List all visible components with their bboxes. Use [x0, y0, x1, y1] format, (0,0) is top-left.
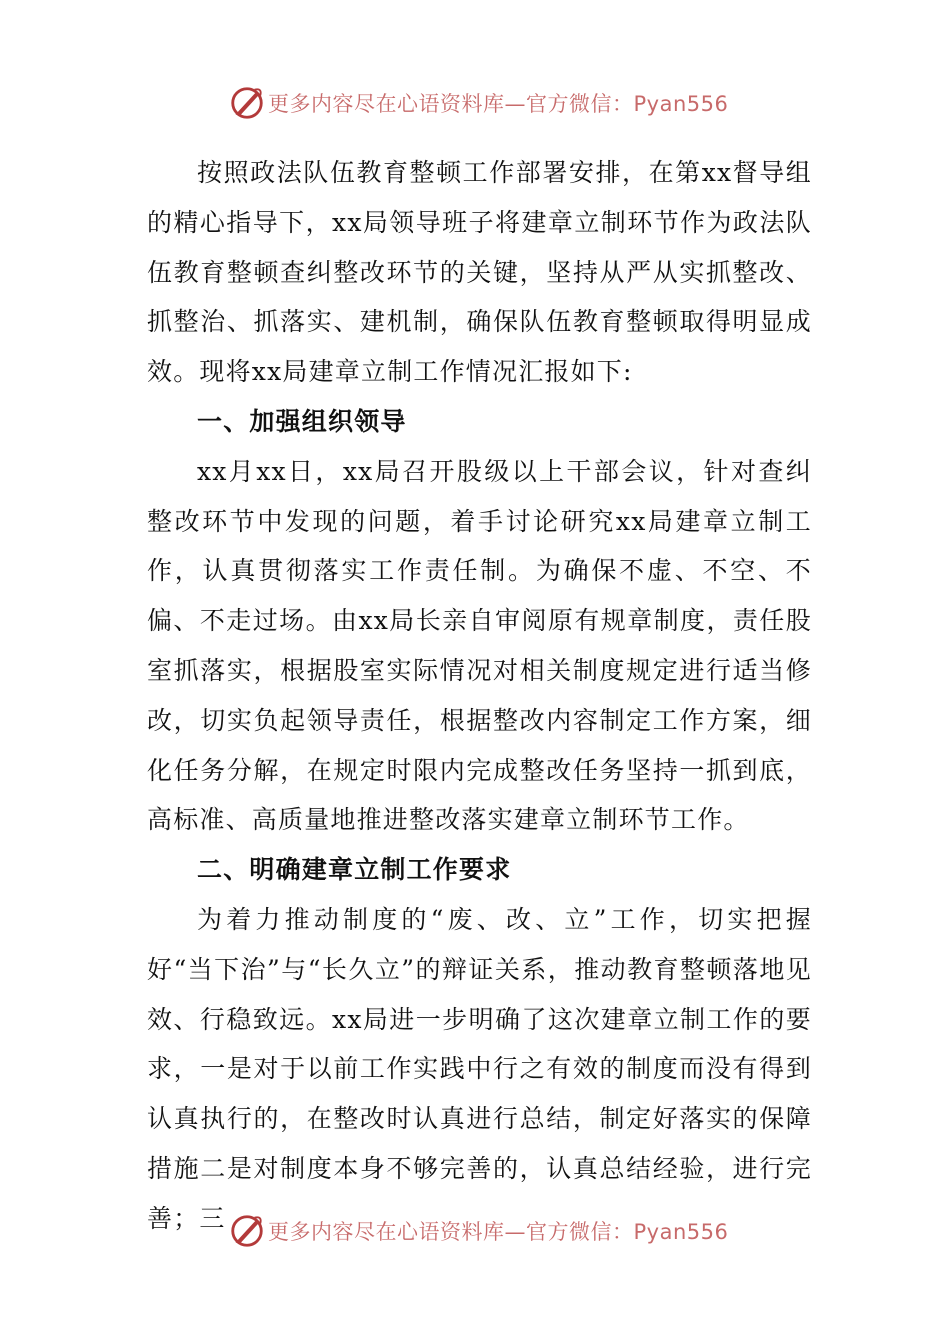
- header-watermark: [228, 83, 728, 123]
- section-heading-2: 二、明确建章立制工作要求: [197, 855, 512, 885]
- section-heading-1: 一、加强组织领导: [197, 406, 407, 436]
- quill-pen-logo-icon: [228, 84, 266, 122]
- quill-pen-logo-icon: [228, 1212, 266, 1250]
- intro-paragraph: 按照政法队伍教育整顿工作部署安排，在第xx督导组的精心指导下，xx局领导班子将建章立制环节作为政法队伍教育整顿查纠整改环节的关键，坚持从严从实抓整改、抓整治、抓落实、建机制，确保队伍教育整顿取得明显成效。现将xx局建章立制工作情况汇报如下:: [147, 158, 812, 387]
- section-paragraph-1: xx月xx日，xx局召开股级以上干部会议，针对查纠整改环节中发现的问题，着手讨论研究xx局建章立制工作，认真贯彻落实工作责任制。为确保不虚、不空、不偏、不走过场。由xx局长亲自审阅原有规章制度，责任股室抓落实，根据股室实际情况对相关制度规定进行适当修改，切实负起领导责任，根据整改内容制定工作方案，细化任务分解，在规定时限内完成整改任务坚持一抓到底，高标准、高质量地推进整改落实建章立制环节工作。: [147, 456, 812, 835]
- section-paragraph-2: 为着力推动制度的“废、改、立”工作，切实把握好“当下治”与“长久立”的辩证关系，推动教育整顿落地见效、行稳致远。xx局进一步明确了这次建章立制工作的要求，一是对于以前工作实践中行之有效的制度而没有得到认真执行的，在整改时认真进行总结，制定好落实的保障措施二是对制度本身不够完善的，认真总结经验，进行完善；三: [147, 904, 812, 1233]
- watermark-text: 更多内容尽在心语资料库—官方微信：Pyan556: [268, 1220, 729, 1244]
- watermark-text: 更多内容尽在心语资料库—官方微信：Pyan556: [268, 92, 729, 116]
- document-body: [147, 148, 812, 1244]
- footer-watermark: [228, 1211, 728, 1251]
